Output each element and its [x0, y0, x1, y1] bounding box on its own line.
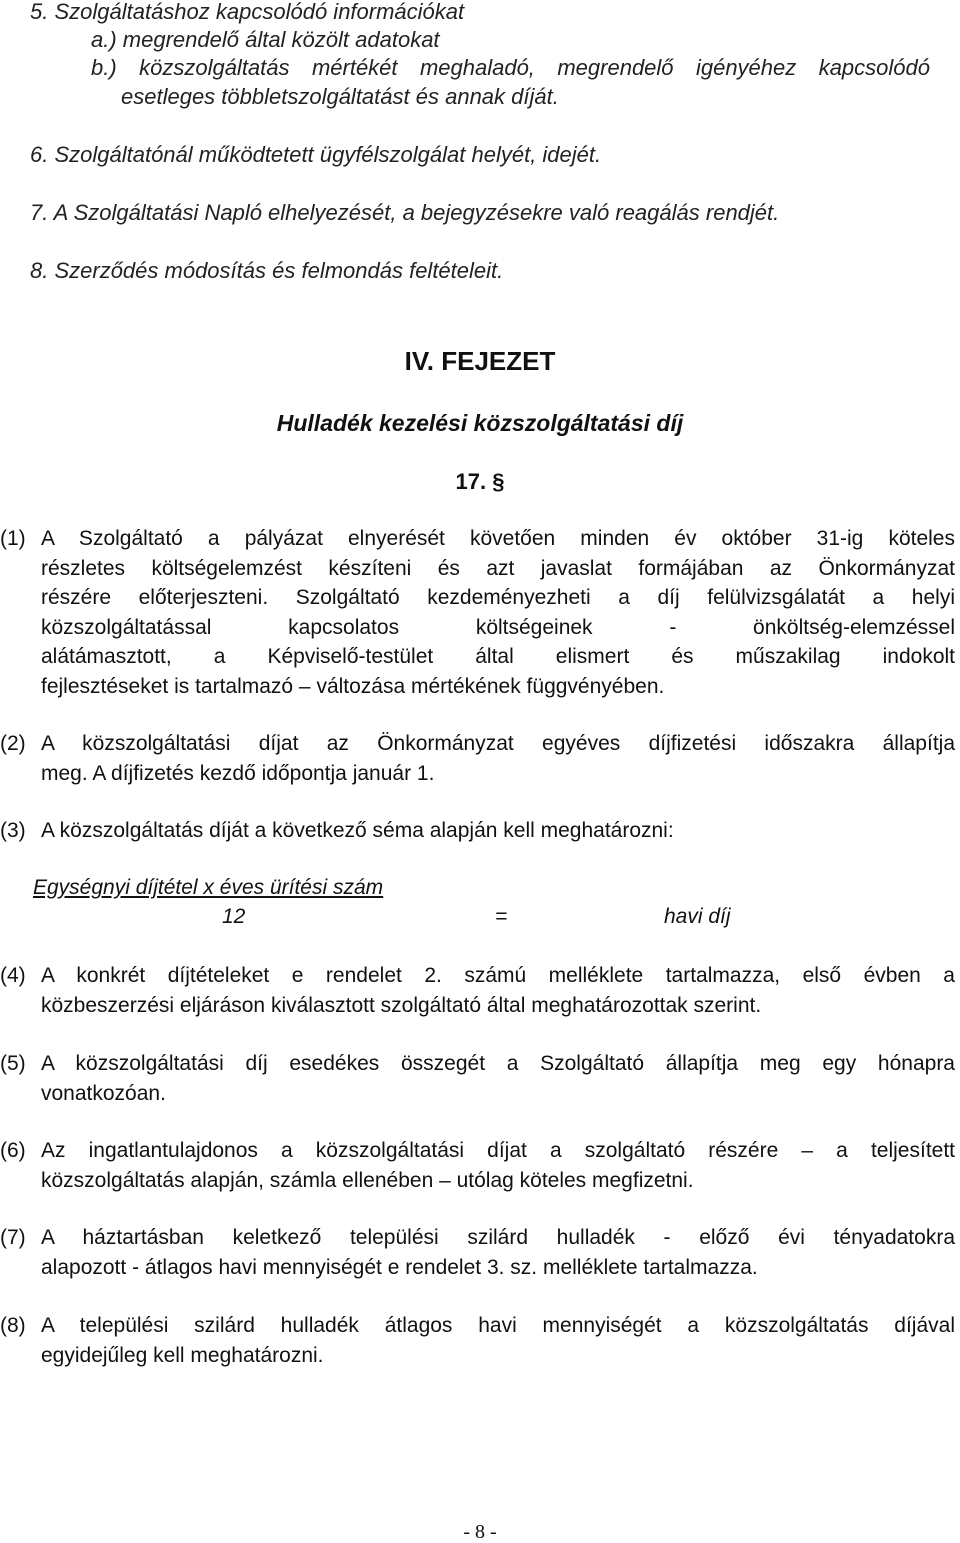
paragraph-number: (5): [0, 1052, 26, 1075]
list-item-5b-line2: esetleges többletszolgáltatást és annak díját.: [121, 84, 559, 109]
section-number: 17. §: [455, 469, 505, 494]
paragraph-line: közszolgáltatással kapcsolatos költségeinek - önköltség-elemzéssel: [41, 615, 955, 639]
paragraph-line: alátámasztott, a Képviselő-testület által elismert és műszakilag indokolt: [41, 645, 955, 669]
list-item-8: 8. Szerződés módosítás és felmondás feltételeit.: [30, 258, 504, 283]
paragraph-line: részére előterjeszteni. Szolgáltató kezdeményezheti a díj felülvizsgálatát a helyi: [41, 586, 955, 610]
paragraph-number: (3): [0, 819, 26, 842]
list-item-6: 6. Szolgáltatónál működtetett ügyfélszolgálat helyét, idejét.: [30, 142, 602, 167]
paragraph-number: (4): [0, 964, 26, 987]
paragraph-line: alapozott - átlagos havi mennyiségét e rendelet 3. sz. melléklete tartalmazza.: [41, 1255, 758, 1279]
paragraph-line: meg. A díjfizetés kezdő időpontja január 1.: [41, 761, 435, 785]
chapter-subtitle: Hulladék kezelési közszolgáltatási díj: [276, 410, 684, 436]
paragraph-line: A közszolgáltatási díjat az Önkormányzat egyéves díjfizetési időszakra állapítja: [41, 732, 955, 755]
paragraph-line: A konkrét díjtételeket e rendelet 2. számú melléklete tartalmazza, első évben a: [41, 964, 955, 987]
formula-equals: =: [495, 905, 508, 928]
paragraph-line: közszolgáltatás alapján, számla ellenében – utólag köteles megfizetni.: [41, 1168, 694, 1192]
paragraph-line: egyidejűleg kell meghatározni.: [41, 1343, 324, 1367]
paragraph-line: A háztartásban keletkező települési szilárd hulladék - előző évi tényadatokra: [41, 1226, 955, 1249]
formula-result: havi díj: [664, 905, 731, 928]
paragraph-line: vonatkozóan.: [41, 1081, 166, 1105]
paragraph-number: (7): [0, 1226, 26, 1249]
paragraph-line: A közszolgáltatási díj esedékes összegét a Szolgáltató állapítja meg egy hónapra: [41, 1052, 955, 1075]
paragraph-line: fejlesztéseket is tartalmazó – változása mértékének függvényében.: [41, 674, 665, 698]
list-item-5a: a.) megrendelő által közölt adatokat: [91, 27, 440, 52]
list-item-5b-line1: b.) közszolgáltatás mértékét meghaladó, megrendelő igényéhez kapcsolódó: [91, 55, 930, 80]
list-item-7: 7. A Szolgáltatási Napló elhelyezését, a bejegyzésekre való reagálás rendjét.: [30, 200, 780, 225]
paragraph-line: közbeszerzési eljáráson kiválasztott szolgáltató által meghatározottak szerint.: [41, 993, 762, 1017]
chapter-title: IV. FEJEZET: [404, 346, 556, 376]
list-item-5: 5. Szolgáltatáshoz kapcsolódó információkat: [30, 0, 465, 24]
paragraph-line: részletes költségelemzést készíteni és azt javaslat formájában az Önkormányzat: [41, 556, 955, 580]
paragraph-line: A települési szilárd hulladék átlagos havi mennyiségét a közszolgáltatás díjával: [41, 1314, 955, 1337]
paragraph-number: (2): [0, 732, 26, 755]
paragraph-number: (1): [0, 527, 26, 550]
paragraph-number: (8): [0, 1314, 26, 1337]
paragraph-line: A Szolgáltató a pályázat elnyerését követően minden év október 31-ig köteles: [41, 527, 955, 550]
paragraph-line: A közszolgáltatás díját a következő séma alapján kell meghatározni:: [41, 819, 674, 842]
paragraph-number: (6): [0, 1139, 26, 1162]
paragraph-line: Az ingatlantulajdonos a közszolgáltatási díjat a szolgáltató részére – a teljesített: [41, 1139, 955, 1162]
formula-denominator: 12: [222, 905, 246, 928]
formula-numerator: Egységnyi díjtétel x éves ürítési szám: [33, 876, 384, 899]
page-number: - 8 -: [463, 1521, 497, 1543]
